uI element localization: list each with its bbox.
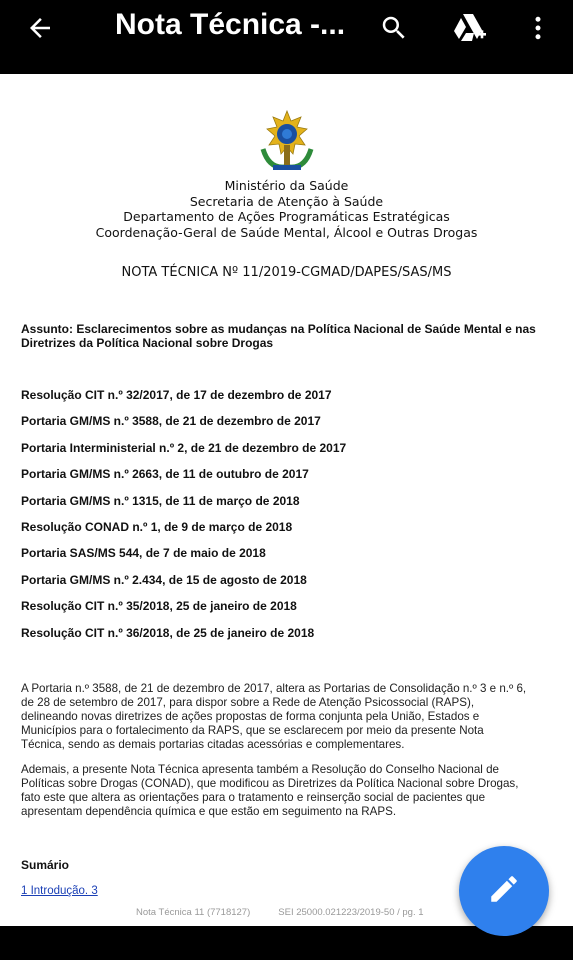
reference-item: Resolução CONAD n.º 1, de 9 de março de 2018 bbox=[21, 519, 293, 534]
app-bar bbox=[0, 0, 573, 66]
edit-fab-button[interactable] bbox=[459, 846, 549, 936]
document-page[interactable] bbox=[0, 74, 573, 926]
note-number: NOTA TÉCNICA Nº 11/2019-CGMAD/DAPES/SAS/MS bbox=[121, 265, 452, 280]
paragraph-line: Municípios para o fortalecimento da RAPS, que se esclarecem por meio da presente Nota bbox=[21, 724, 484, 737]
reference-item: Portaria GM/MS n.º 2663, de 11 de outubro de 2017 bbox=[21, 467, 309, 482]
reference-item: Portaria GM/MS n.º 2.434, de 15 de agosto de 2018 bbox=[21, 572, 307, 587]
ministry-line: Secretaria de Atenção à Saúde bbox=[189, 193, 384, 209]
footer-sei-page: SEI 25000.021223/2019-50 / pg. 1 bbox=[278, 907, 424, 918]
paragraph-portaria bbox=[21, 682, 556, 752]
more-vert-icon[interactable] bbox=[518, 8, 558, 48]
toc-link-introducao[interactable]: 1 Introdução. 3 bbox=[21, 885, 98, 897]
page-footer bbox=[136, 907, 424, 918]
references-list bbox=[21, 388, 561, 652]
reference-item: Resolução CIT n.º 32/2017, de 17 de dezembro de 2017 bbox=[21, 388, 332, 402]
ministry-line: Coordenação-Geral de Saúde Mental, Álcool e Outras Drogas bbox=[95, 224, 478, 240]
edit-pencil-icon bbox=[487, 872, 521, 911]
paragraph-line: Ademais, a presente Nota Técnica apresenta também a Resolução do Conselho Nacional de bbox=[21, 763, 499, 776]
paragraph-line: de 28 de setembro de 2017, para dispor sobre a Rede de Atenção Psicossocial (RAPS), bbox=[21, 696, 475, 709]
drive-add-icon[interactable] bbox=[450, 8, 490, 48]
reference-item: Portaria Interministerial n.º 2, de 21 de dezembro de 2017 bbox=[21, 440, 347, 455]
document-title: Nota Técnica -... bbox=[115, 8, 346, 41]
paragraph-line: apresentam dependência química e que estão em seguimento na RAPS. bbox=[21, 805, 397, 818]
reference-item: Portaria GM/MS n.º 1315, de 11 de março de 2018 bbox=[21, 493, 300, 508]
paragraph-line: A Portaria n.º 3588, de 21 de dezembro de 2017, altera as Portarias de Consolidação n.º 3 e n.º 6, bbox=[21, 682, 527, 695]
paragraph-line: Técnica, sendo as demais portarias citadas acessórias e complementares. bbox=[21, 738, 405, 751]
reference-item: Resolução CIT n.º 36/2018, de 25 de janeiro de 2018 bbox=[21, 625, 315, 640]
paragraph-line: fato este que altera as orientações para o tratamento e reinserção social de pacientes que bbox=[21, 791, 486, 804]
paragraph-line: Políticas sobre Drogas (CONAD), que modificou as Diretrizes da Política Nacional sobre Drogas, bbox=[21, 777, 519, 790]
footer-doc-id: Nota Técnica 11 (7718127) bbox=[136, 907, 251, 918]
subject: Assunto: Esclarecimentos sobre as mudanças na Política Nacional de Saúde Mental e nas Diretrizes da Política Nacional sobre Drogas bbox=[21, 322, 536, 350]
brazil-coat-of-arms-icon bbox=[255, 109, 319, 175]
ministry-line: Departamento de Ações Programáticas Estratégicas bbox=[123, 209, 450, 224]
back-arrow-icon[interactable] bbox=[22, 10, 58, 46]
reference-item: Portaria GM/MS n.º 3588, de 21 de dezembro de 2017 bbox=[21, 414, 321, 429]
paragraph-line: delineando novas diretrizes de ações propostas de forma conjunta pela União, Estados e bbox=[21, 710, 480, 723]
paragraph-conad bbox=[21, 763, 556, 819]
search-icon[interactable] bbox=[374, 8, 414, 48]
reference-item: Portaria SAS/MS 544, de 7 de maio de 2018 bbox=[21, 546, 266, 561]
reference-item: Resolução CIT n.º 35/2018, 25 de janeiro de 2018 bbox=[21, 599, 297, 614]
summary-heading: Sumário bbox=[21, 858, 70, 872]
ministry-line: Ministério da Saúde bbox=[224, 178, 349, 193]
